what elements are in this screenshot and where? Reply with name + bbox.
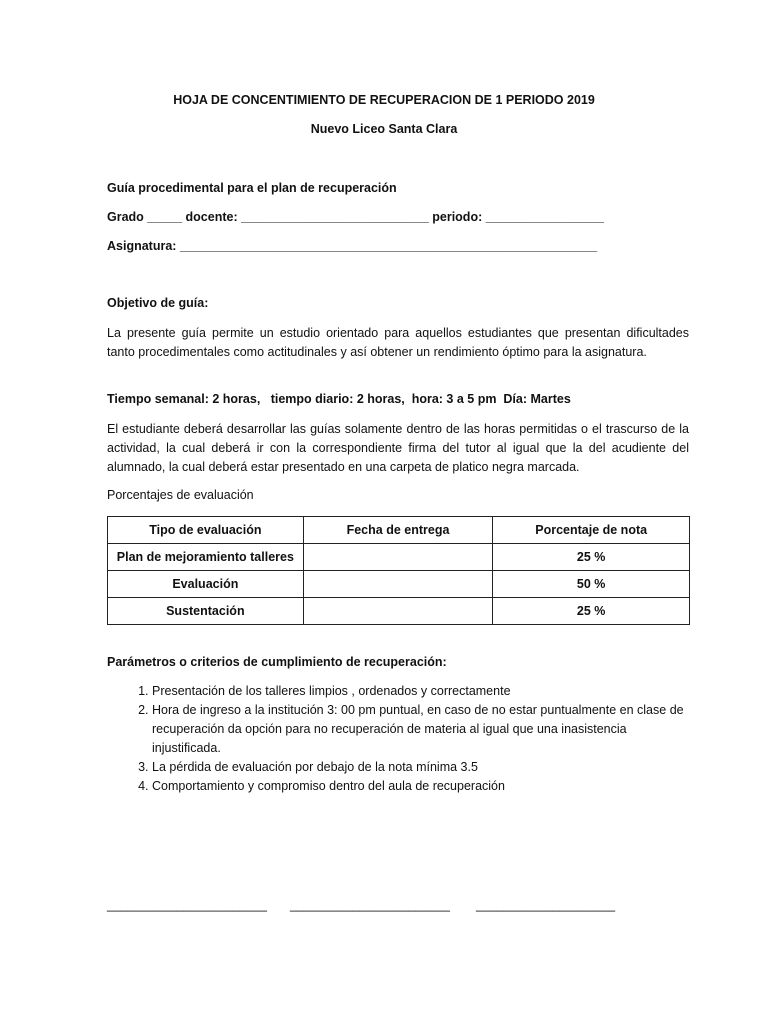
schedule-line: Tiempo semanal: 2 horas, tiempo diario: 2 horas, hora: 3 a 5 pm Día: Martes <box>107 392 571 406</box>
subject-line: Asignatura: ____________________________________________________________ <box>107 239 598 253</box>
table-row <box>108 571 690 598</box>
signature-line: _______________________ <box>290 898 450 912</box>
evaluation-heading: Porcentajes de evaluación <box>107 488 254 502</box>
grade-teacher-period-line: Grado _____ docente: ___________________________ periodo: _________________ <box>107 210 604 224</box>
criteria-heading: Parámetros o criterios de cumplimiento de recuperación: <box>107 655 447 669</box>
guide-heading: Guía procedimental para el plan de recuperación <box>107 181 397 195</box>
table-row <box>108 544 690 571</box>
evaluation-table <box>107 516 690 625</box>
table-row <box>108 598 690 625</box>
criteria-list <box>107 682 692 796</box>
signature-line: ____________________ <box>476 898 616 912</box>
delivery-date-cell <box>303 544 493 571</box>
percentage-cell: 50 % <box>493 571 690 598</box>
delivery-date-cell <box>303 571 493 598</box>
column-header: Porcentaje de nota <box>493 517 690 544</box>
column-header: Fecha de entrega <box>303 517 493 544</box>
instructions-text: El estudiante deberá desarrollar las guías solamente dentro de las horas permitidas o el trascurso de la actividad, la cual deberá ir con la correspondiente firma del tutor al igual que la del acudiente del alumnado, la cual deberá estar presentado en una carpeta de platico negra marcada. <box>107 422 689 474</box>
evaluation-type-cell: Plan de mejoramiento talleres <box>108 544 304 571</box>
list-item: 1. Presentación de los talleres limpios , ordenados y correctamente <box>152 682 692 701</box>
list-item: 3. La pérdida de evaluación por debajo de la nota mínima 3.5 <box>152 758 692 777</box>
objective-heading: Objetivo de guía: <box>107 296 209 310</box>
objective-text: La presente guía permite un estudio orientado para aquellos estudiantes que presentan dificultades tanto procedimentales como actitudinales y así obtener un rendimiento óptimo para la asignatura. <box>107 326 689 359</box>
table-header-row <box>108 517 690 544</box>
list-item: 2. Hora de ingreso a la institución 3: 00 pm puntual, en caso de no estar puntualmente en clase de recuperación da opción para no recuperación de materia al igual que una inasistencia injustificada. <box>152 701 692 758</box>
signature-line: _______________________ <box>107 898 267 912</box>
evaluation-type-cell: Sustentación <box>108 598 304 625</box>
column-header: Tipo de evaluación <box>108 517 304 544</box>
evaluation-type-cell: Evaluación <box>108 571 304 598</box>
list-item: 4. Comportamiento y compromiso dentro del aula de recuperación <box>152 777 692 796</box>
delivery-date-cell <box>303 598 493 625</box>
percentage-cell: 25 % <box>493 598 690 625</box>
percentage-cell: 25 % <box>493 544 690 571</box>
school-name: Nuevo Liceo Santa Clara <box>310 122 458 136</box>
document-title: HOJA DE CONCENTIMIENTO DE RECUPERACION DE 1 PERIODO 2019 <box>173 93 595 107</box>
